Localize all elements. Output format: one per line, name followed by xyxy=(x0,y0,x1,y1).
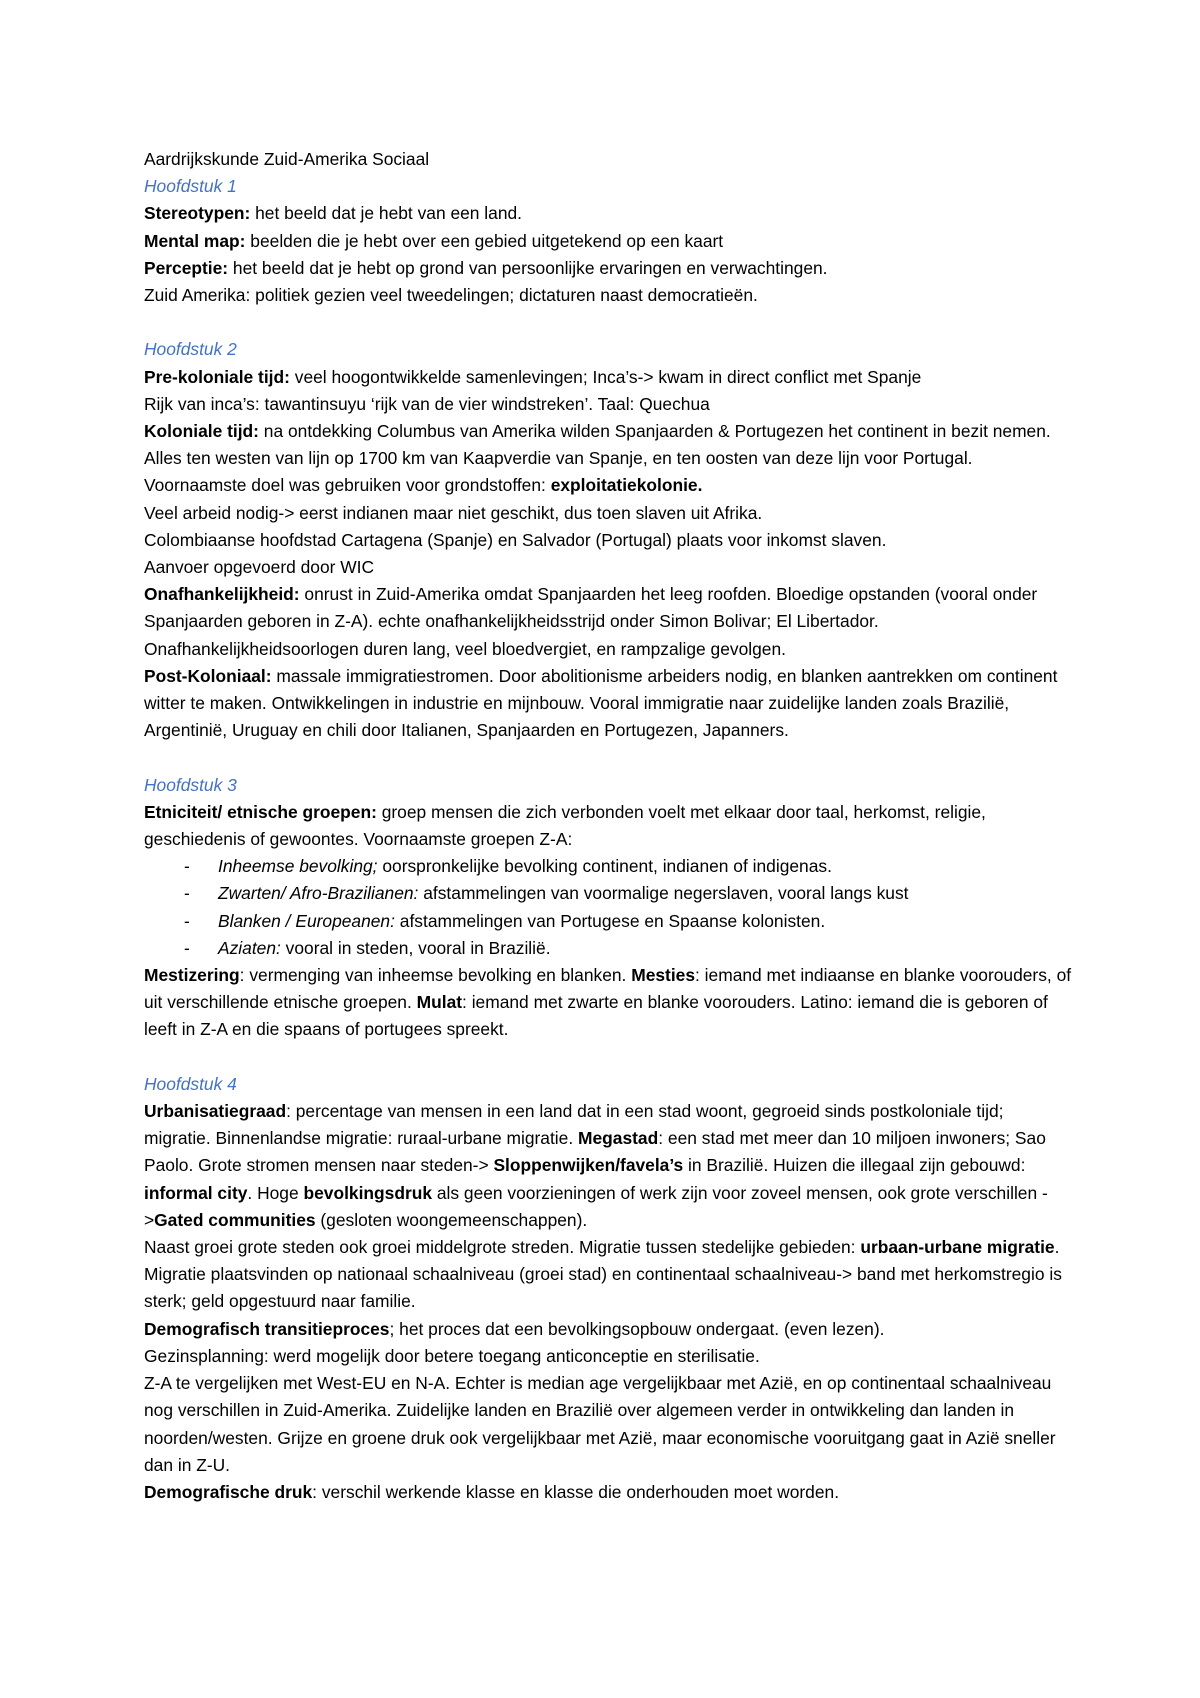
paragraph xyxy=(144,1343,1074,1370)
body-text: : iemand met indiaanse en blanke voorouders, of uit verschillende etnische groepen. xyxy=(144,965,1072,1013)
paragraph xyxy=(144,1098,1074,1234)
paragraph xyxy=(144,364,1074,391)
body-text: Veel arbeid nodig-> eerst indianen maar niet geschikt, dus toen slaven uit Afrika. xyxy=(144,502,763,523)
chapter-heading: Hoofdstuk 1 xyxy=(144,176,237,197)
body-text: Rijk van inca’s: tawantinsuyu ‘rijk van de vier windstreken’. Taal: Quechua xyxy=(144,393,710,414)
document-page xyxy=(144,146,1074,1506)
italic-term: Blanken / Europeanen: xyxy=(218,910,395,931)
body-text: onrust in Zuid-Amerika omdat Spanjaarden het leeg roofden. Bloedige opstanden (vooral onder Spanjaarden geboren in Z-A). echte onafhankelijkheidsstrijd onder Simon Bolivar; El Libertador. Onafhankelijkheidsoorlogen duren lang, veel bloedvergiet, en rampzalige gevolgen. xyxy=(144,584,1038,659)
chapter-1 xyxy=(144,173,1074,309)
bold-term: Urbanisatiegraad xyxy=(144,1101,287,1122)
body-text: Zuid Amerika: politiek gezien veel tweedelingen; dictaturen naast democratieën. xyxy=(144,285,758,306)
italic-term: Aziaten: xyxy=(218,937,281,958)
chapter-body xyxy=(144,1098,1074,1506)
body-text: het beeld dat je hebt van een land. xyxy=(250,203,523,224)
paragraph xyxy=(144,554,1074,581)
body-text: het beeld dat je hebt op grond van persoonlijke ervaringen en verwachtingen. xyxy=(228,257,828,278)
chapter-body xyxy=(144,200,1074,309)
paragraph xyxy=(144,255,1074,282)
body-text: veel hoogontwikkelde samenlevingen; Inca’s-> kwam in direct conflict met Spanje xyxy=(289,366,922,387)
bold-term: Etniciteit/ etnische groepen: xyxy=(144,801,377,822)
chapter-4 xyxy=(144,1071,1074,1506)
bold-term: Perceptie: xyxy=(144,257,229,278)
italic-term: Zwarten/ Afro-Brazilianen: xyxy=(218,883,419,904)
bold-term: informal city xyxy=(144,1182,248,1203)
body-text: Aanvoer opgevoerd door WIC xyxy=(144,557,375,578)
list-item xyxy=(144,908,1074,935)
body-text: vooral in steden, vooral in Brazilië. xyxy=(280,937,551,958)
body-text: ; het proces dat een bevolkingsopbouw ondergaat. (even lezen). xyxy=(389,1318,885,1339)
bold-term: Onafhankelijkheid: xyxy=(144,584,300,605)
bold-term: Post-Koloniaal: xyxy=(144,665,272,686)
bullet-dash: - xyxy=(184,937,190,958)
body-text: in Brazilië. Huizen die illegaal zijn gebouwd: xyxy=(683,1155,1026,1176)
paragraph xyxy=(144,527,1074,554)
list-item xyxy=(144,880,1074,907)
paragraph xyxy=(144,1370,1074,1479)
body-text: beelden die je hebt over een gebied uitgetekend op een kaart xyxy=(245,230,724,251)
bold-term: Mestizering xyxy=(144,965,240,986)
paragraph xyxy=(144,962,1074,1044)
chapter-body xyxy=(144,364,1074,745)
bold-term: Pre-koloniale tijd: xyxy=(144,366,290,387)
body-text: Colombiaanse hoofdstad Cartagena (Spanje) en Salvador (Portugal) plaats voor inkomst slaven. xyxy=(144,529,887,550)
paragraph xyxy=(144,581,1074,663)
body-text: oorspronkelijke bevolking continent, indianen of indigenas. xyxy=(377,856,832,877)
bold-term: Mental map: xyxy=(144,230,246,251)
italic-term: Inheemse bevolking; xyxy=(218,856,378,877)
body-text: : vermenging van inheemse bevolking en blanken. xyxy=(239,965,632,986)
list-item xyxy=(144,853,1074,880)
chapter-body-continued xyxy=(144,962,1074,1044)
bold-term: Sloppenwijken/favela’s xyxy=(493,1155,684,1176)
paragraph xyxy=(144,200,1074,227)
paragraph xyxy=(144,1316,1074,1343)
bold-term: exploitatiekolonie. xyxy=(550,475,703,496)
bold-term: urbaan-urbane migratie xyxy=(860,1237,1055,1258)
bold-term: Mesties xyxy=(631,965,696,986)
body-text: : iemand met zwarte en blanke voorouders. Latino: iemand die is geboren of leeft in Z-A en die spaans of portugees spreekt. xyxy=(144,992,1048,1040)
body-text: afstammelingen van Portugese en Spaanse kolonisten. xyxy=(394,910,826,931)
bullet-dash: - xyxy=(184,910,190,931)
bold-term: Megastad xyxy=(578,1128,659,1149)
bold-term: Stereotypen: xyxy=(144,203,251,224)
document-title: Aardrijkskunde Zuid-Amerika Sociaal xyxy=(144,149,430,169)
paragraph xyxy=(144,1479,1074,1506)
ethnic-groups-list xyxy=(144,853,1074,962)
paragraph xyxy=(144,799,1074,853)
paragraph xyxy=(144,1234,1074,1316)
body-text: : een stad met meer dan 10 miljoen inwoners; Sao Paolo. Grote stromen mensen naar steden-> xyxy=(144,1128,1046,1176)
bold-term: Mulat xyxy=(416,992,463,1013)
body-text: als geen voorzieningen of werk zijn voor zoveel mensen, ook grote verschillen -> xyxy=(144,1182,1048,1230)
body-text: na ontdekking Columbus van Amerika wilden Spanjaarden & Portugezen het continent in bezit nemen. Alles ten westen van lijn op 1700 km van Kaapverdie van Spanje, en ten oosten van deze lijn voor Portugal. Voornaamste doel was gebruiken voor grondstoffen: xyxy=(144,421,1051,496)
chapter-body xyxy=(144,799,1074,853)
paragraph xyxy=(144,663,1074,745)
chapter-3 xyxy=(144,772,1074,1044)
bold-term: Demografisch transitieproces xyxy=(144,1318,390,1339)
body-text: afstammelingen van voormalige negerslaven, vooral langs kust xyxy=(418,883,909,904)
bold-term: Gated communities xyxy=(154,1209,316,1230)
paragraph xyxy=(144,418,1074,500)
list-item xyxy=(144,935,1074,962)
chapter-2 xyxy=(144,336,1074,744)
body-text: groep mensen die zich verbonden voelt met elkaar door taal, herkomst, religie, geschiedenis of gewoontes. Voornaamste groepen Z-A: xyxy=(144,801,986,850)
paragraph xyxy=(144,228,1074,255)
body-text: (gesloten woongemeenschappen). xyxy=(315,1209,588,1230)
body-text: Z-A te vergelijken met West-EU en N-A. Echter is median age vergelijkbaar met Azië, en op continentaal schaalniveau nog verschillen in Zuid-Amerika. Zuidelijke landen en Brazilië over algemeen verder in ontwikkeling dan landen in noorden/westen. Grijze en groene druk ook vergelijkbaar met Azië, maar economische vooruitgang gaat in Azië sneller dan in Z-U. xyxy=(144,1373,1056,1475)
body-text: . Migratie plaatsvinden op nationaal schaalniveau (groei stad) en continentaal schaalniveau-> band met herkomstregio is sterk; geld opgestuurd naar familie. xyxy=(144,1237,1062,1312)
chapter-heading: Hoofdstuk 2 xyxy=(144,339,237,360)
body-text: Naast groei grote steden ook groei middelgrote streden. Migratie tussen stedelijke gebieden: xyxy=(144,1237,861,1258)
body-text: : verschil werkende klasse en klasse die onderhouden moet worden. xyxy=(312,1481,840,1502)
body-text: : percentage van mensen in een land dat in een stad woont, gegroeid sinds postkoloniale tijd; migratie. Binnenlandse migratie: ruraal-urbane migratie. xyxy=(144,1101,1004,1149)
body-text: massale immigratiestromen. Door abolitionisme arbeiders nodig, en blanken aantrekken om continent witter te maken. Ontwikkelingen in industrie en mijnbouw. Vooral immigratie naar zuidelijke landen zoals Brazilië, Argentinië, Uruguay en chili door Italianen, Spanjaarden en Portugezen, Japanners. xyxy=(144,665,1058,741)
paragraph xyxy=(144,500,1074,527)
bullet-dash: - xyxy=(184,883,190,904)
chapter-heading: Hoofdstuk 3 xyxy=(144,774,237,795)
chapter-heading: Hoofdstuk 4 xyxy=(144,1073,237,1094)
paragraph xyxy=(144,391,1074,418)
bullet-dash: - xyxy=(184,856,190,877)
paragraph xyxy=(144,282,1074,309)
bold-term: bevolkingsdruk xyxy=(303,1182,433,1203)
bold-term: Koloniale tijd: xyxy=(144,421,259,442)
body-text: Gezinsplanning: werd mogelijk door betere toegang anticonceptie en sterilisatie. xyxy=(144,1345,760,1366)
bold-term: Demografische druk xyxy=(144,1481,313,1502)
body-text: . Hoge xyxy=(247,1182,304,1203)
